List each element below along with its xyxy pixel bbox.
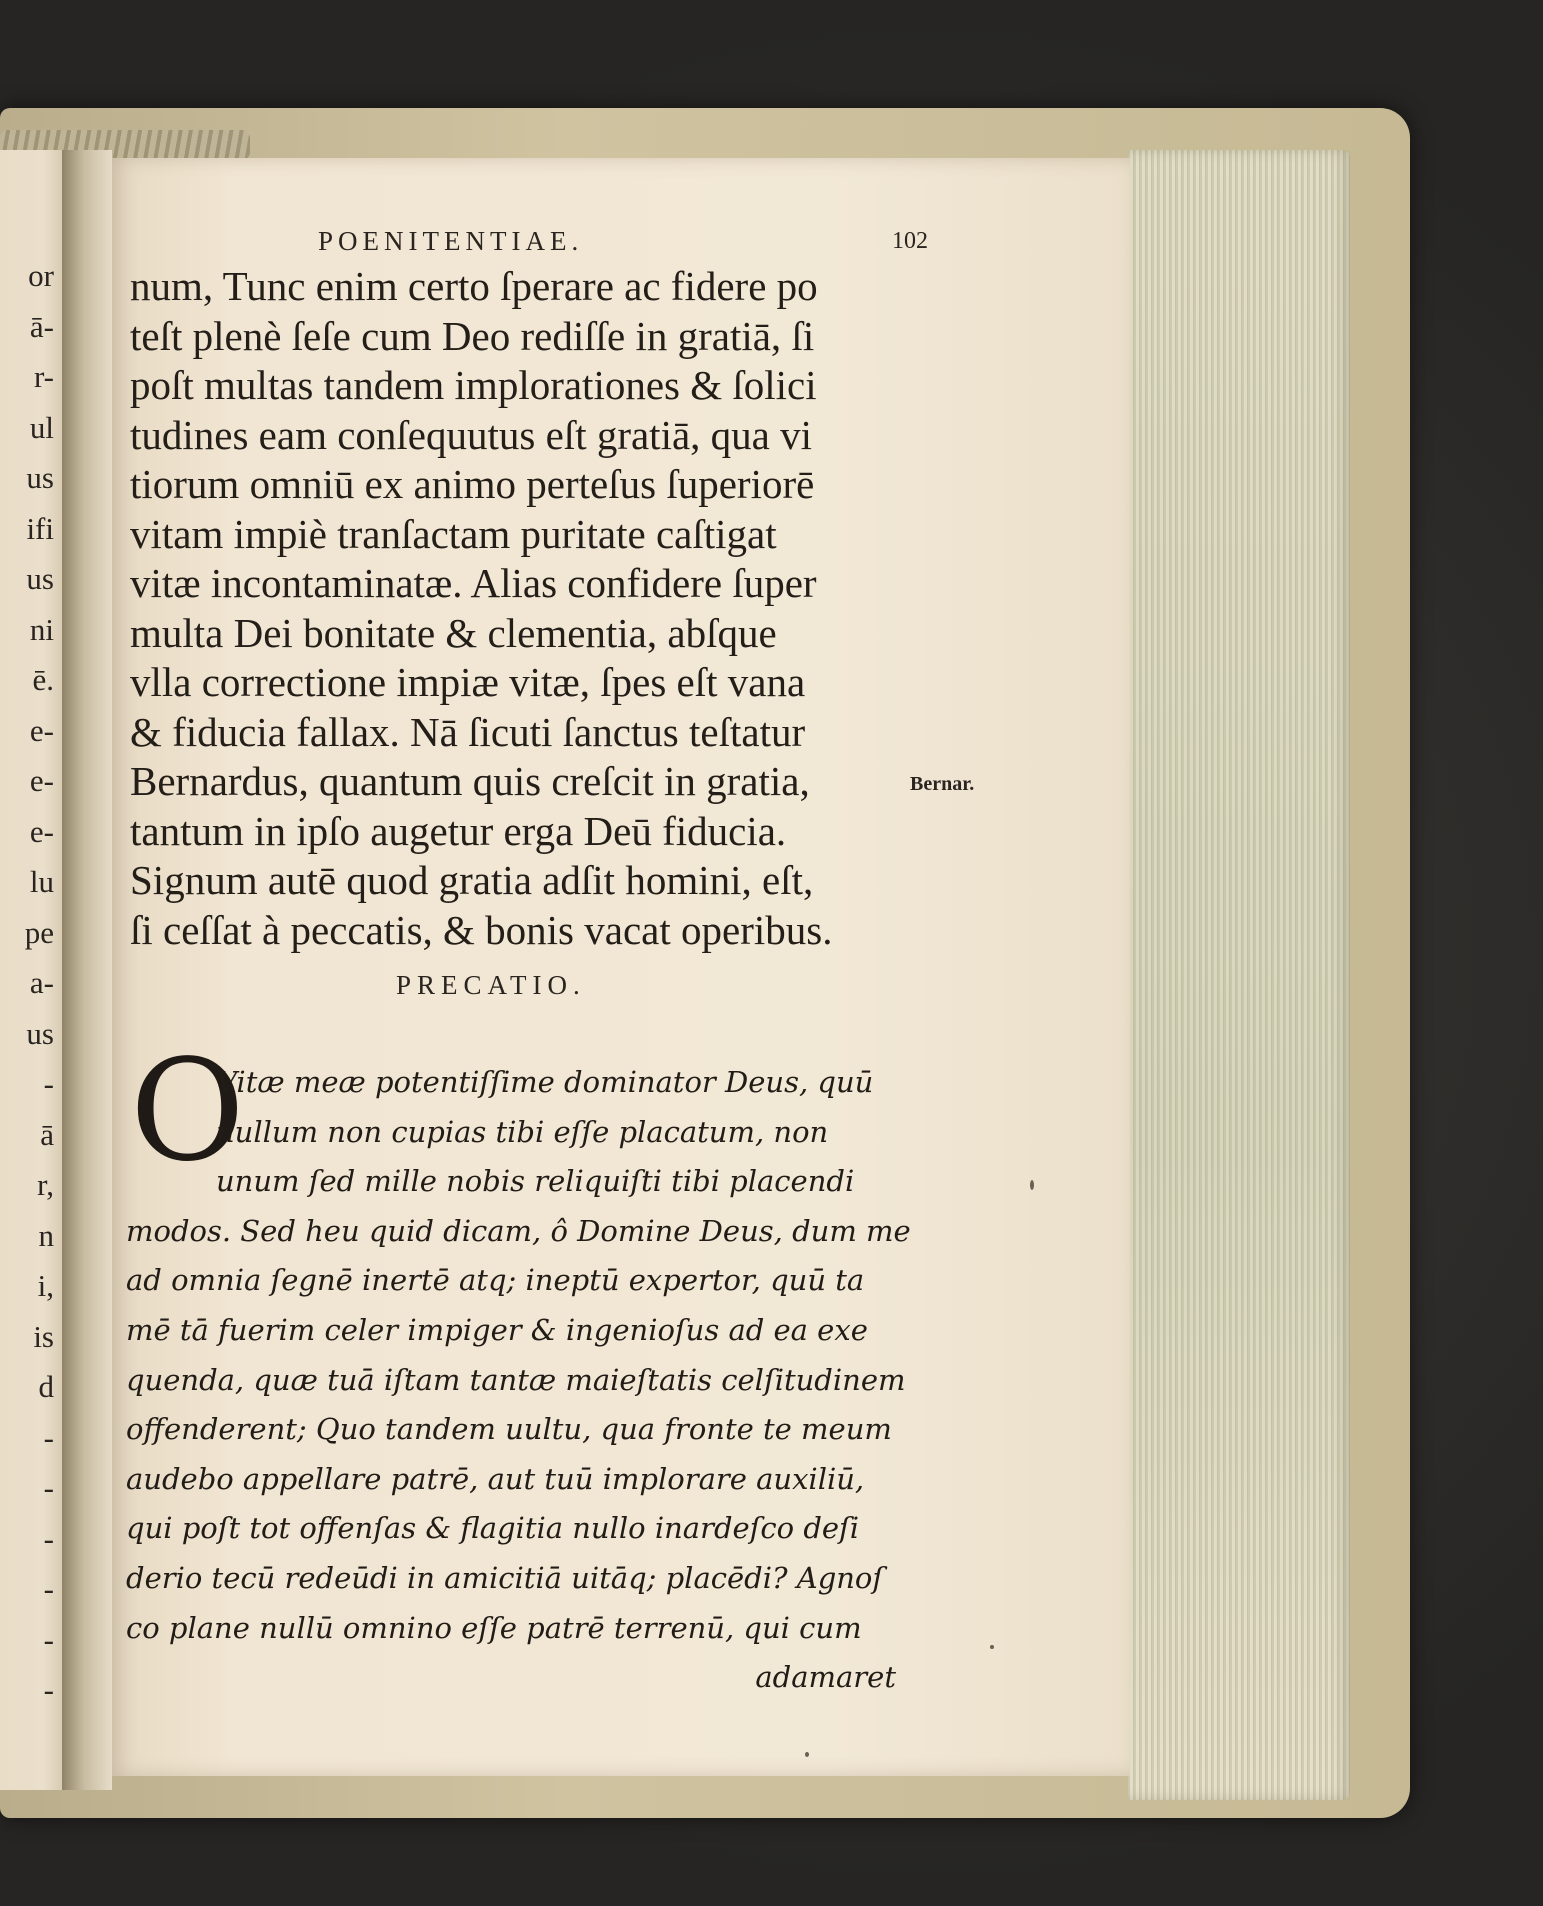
left-page-fragment: ā xyxy=(40,1116,54,1152)
left-page-fragment: d xyxy=(38,1369,54,1404)
left-page-fragment: e- xyxy=(29,763,54,798)
prayer-line: audebo appellare patrē, aut tuū implorare auxiliū, xyxy=(126,1461,865,1496)
prayer-line: derio tecū redeūdi in amicitiā uitāq; placēdi? Agnoſ xyxy=(126,1560,884,1595)
prayer-line: unum ſed mille nobis reliquiſti tibi placendi xyxy=(216,1164,855,1199)
left-page-fragment: lu xyxy=(29,864,54,899)
prayer-line: Vitæ meæ potentiſſime dominator Deus, quū xyxy=(216,1065,874,1099)
left-page-fragment: ē. xyxy=(32,662,54,697)
catchword: adamaret xyxy=(755,1660,896,1695)
left-page-fragment: - xyxy=(43,1066,54,1101)
left-page-fragment: ifi xyxy=(26,510,54,546)
body-line: vitam impiè tranſactam puritate caſtigat xyxy=(130,510,777,557)
paper-speck xyxy=(805,1752,809,1757)
body-line: Bernardus, quantum quis creſcit in gratia, xyxy=(130,758,810,804)
prayer-line: offenderent; Quo tandem uultu, qua fronte te meum xyxy=(126,1412,892,1447)
left-page-edge xyxy=(0,150,65,1790)
body-text xyxy=(130,262,930,955)
body-line: tudines eam conſequutus eſt gratiā, qua vi xyxy=(130,411,813,458)
left-page-fragment: us xyxy=(26,1015,54,1051)
left-page-fragment: - xyxy=(43,1571,54,1606)
running-head: POENITENTIAE. xyxy=(318,226,584,256)
left-page-fragment: n xyxy=(38,1217,54,1253)
left-page-fragment: i, xyxy=(37,1268,54,1303)
page-number: 102 xyxy=(892,228,928,254)
left-page-fragment: us xyxy=(26,561,54,596)
paper-speck xyxy=(1030,1180,1034,1190)
prayer-line: quenda, quæ tuā iſtam tantæ maieſtatis celſitudinem xyxy=(126,1362,906,1397)
prayer-text xyxy=(126,1058,936,1703)
body-line: & fiducia fallax. Nā ſicuti ſanctus teſtatur xyxy=(130,708,806,755)
body-line: num, Tunc enim certo ſperare ac fidere po xyxy=(130,263,818,309)
left-page-fragment: us xyxy=(26,460,54,495)
left-page-fragment: pe xyxy=(24,914,54,950)
left-page-fragment: ul xyxy=(29,409,54,445)
left-page-fragment: - xyxy=(43,1621,54,1657)
body-line: teſt plenè ſeſe cum Deo rediſſe in gratiā, ſi xyxy=(130,312,815,359)
left-page-fragment: ni xyxy=(29,611,54,647)
left-page-fragment: - xyxy=(43,1672,54,1707)
left-page-fragment: - xyxy=(43,1470,54,1505)
body-line: tantum in ipſo augetur erga Deū fiducia. xyxy=(130,807,787,854)
body-line: vlla correctione impiæ vitæ, ſpes eſt vana xyxy=(130,659,806,705)
left-page-fragment: - xyxy=(43,1520,54,1556)
drop-cap-initial: O xyxy=(130,1030,245,1193)
left-page-fragment: e- xyxy=(29,813,54,849)
body-line: multa Dei bonitate & clementia, abſque xyxy=(130,609,777,656)
left-page-fragment: ā- xyxy=(29,308,54,344)
left-page-fragment: e- xyxy=(29,712,54,748)
margin-note: Bernar. xyxy=(910,773,975,795)
left-page-fragment: a- xyxy=(29,965,54,1000)
paper-speck xyxy=(990,1645,994,1649)
body-line: poſt multas tandem implorationes & ſolici xyxy=(130,362,817,408)
prayer-line: nullum non cupias tibi eſſe placatum, non xyxy=(216,1114,829,1149)
left-page-fragment: - xyxy=(43,1419,54,1455)
prayer-line: co plane nullū omnino eſſe patrē terrenū, qui cum xyxy=(126,1610,862,1645)
left-page-fragment: r, xyxy=(37,1167,54,1202)
body-line: vitæ incontaminatæ. Alias confidere ſuper xyxy=(130,560,817,606)
body-line: tiorum omniū ex animo perteſus ſuperiorē xyxy=(130,461,815,507)
left-page-fragment: is xyxy=(33,1318,54,1354)
prayer-line: ad omnia ſegnē inertē atq; ineptū expertor, quū ta xyxy=(126,1263,865,1298)
left-page-fragment: r- xyxy=(33,359,54,394)
body-line: ſi ceſſat à peccatis, & bonis vacat operibus. xyxy=(130,906,833,953)
page-block-edges xyxy=(1128,150,1350,1800)
section-heading: PRECATIO. xyxy=(396,970,586,1000)
book-gutter xyxy=(62,150,112,1790)
page-header xyxy=(318,226,928,266)
prayer-line: qui poſt tot offenſas & flagitia nullo inardeſco deſi xyxy=(126,1511,860,1546)
left-page-fragment: or xyxy=(28,258,54,293)
prayer-line: modos. Sed heu quid dicam, ô Domine Deus, dum me xyxy=(126,1213,911,1248)
prayer-line: mē tā fuerim celer impiger & ingenioſus ad ea exe xyxy=(126,1312,868,1347)
body-line: Signum autē quod gratia adſit homini, eſt, xyxy=(130,857,814,903)
